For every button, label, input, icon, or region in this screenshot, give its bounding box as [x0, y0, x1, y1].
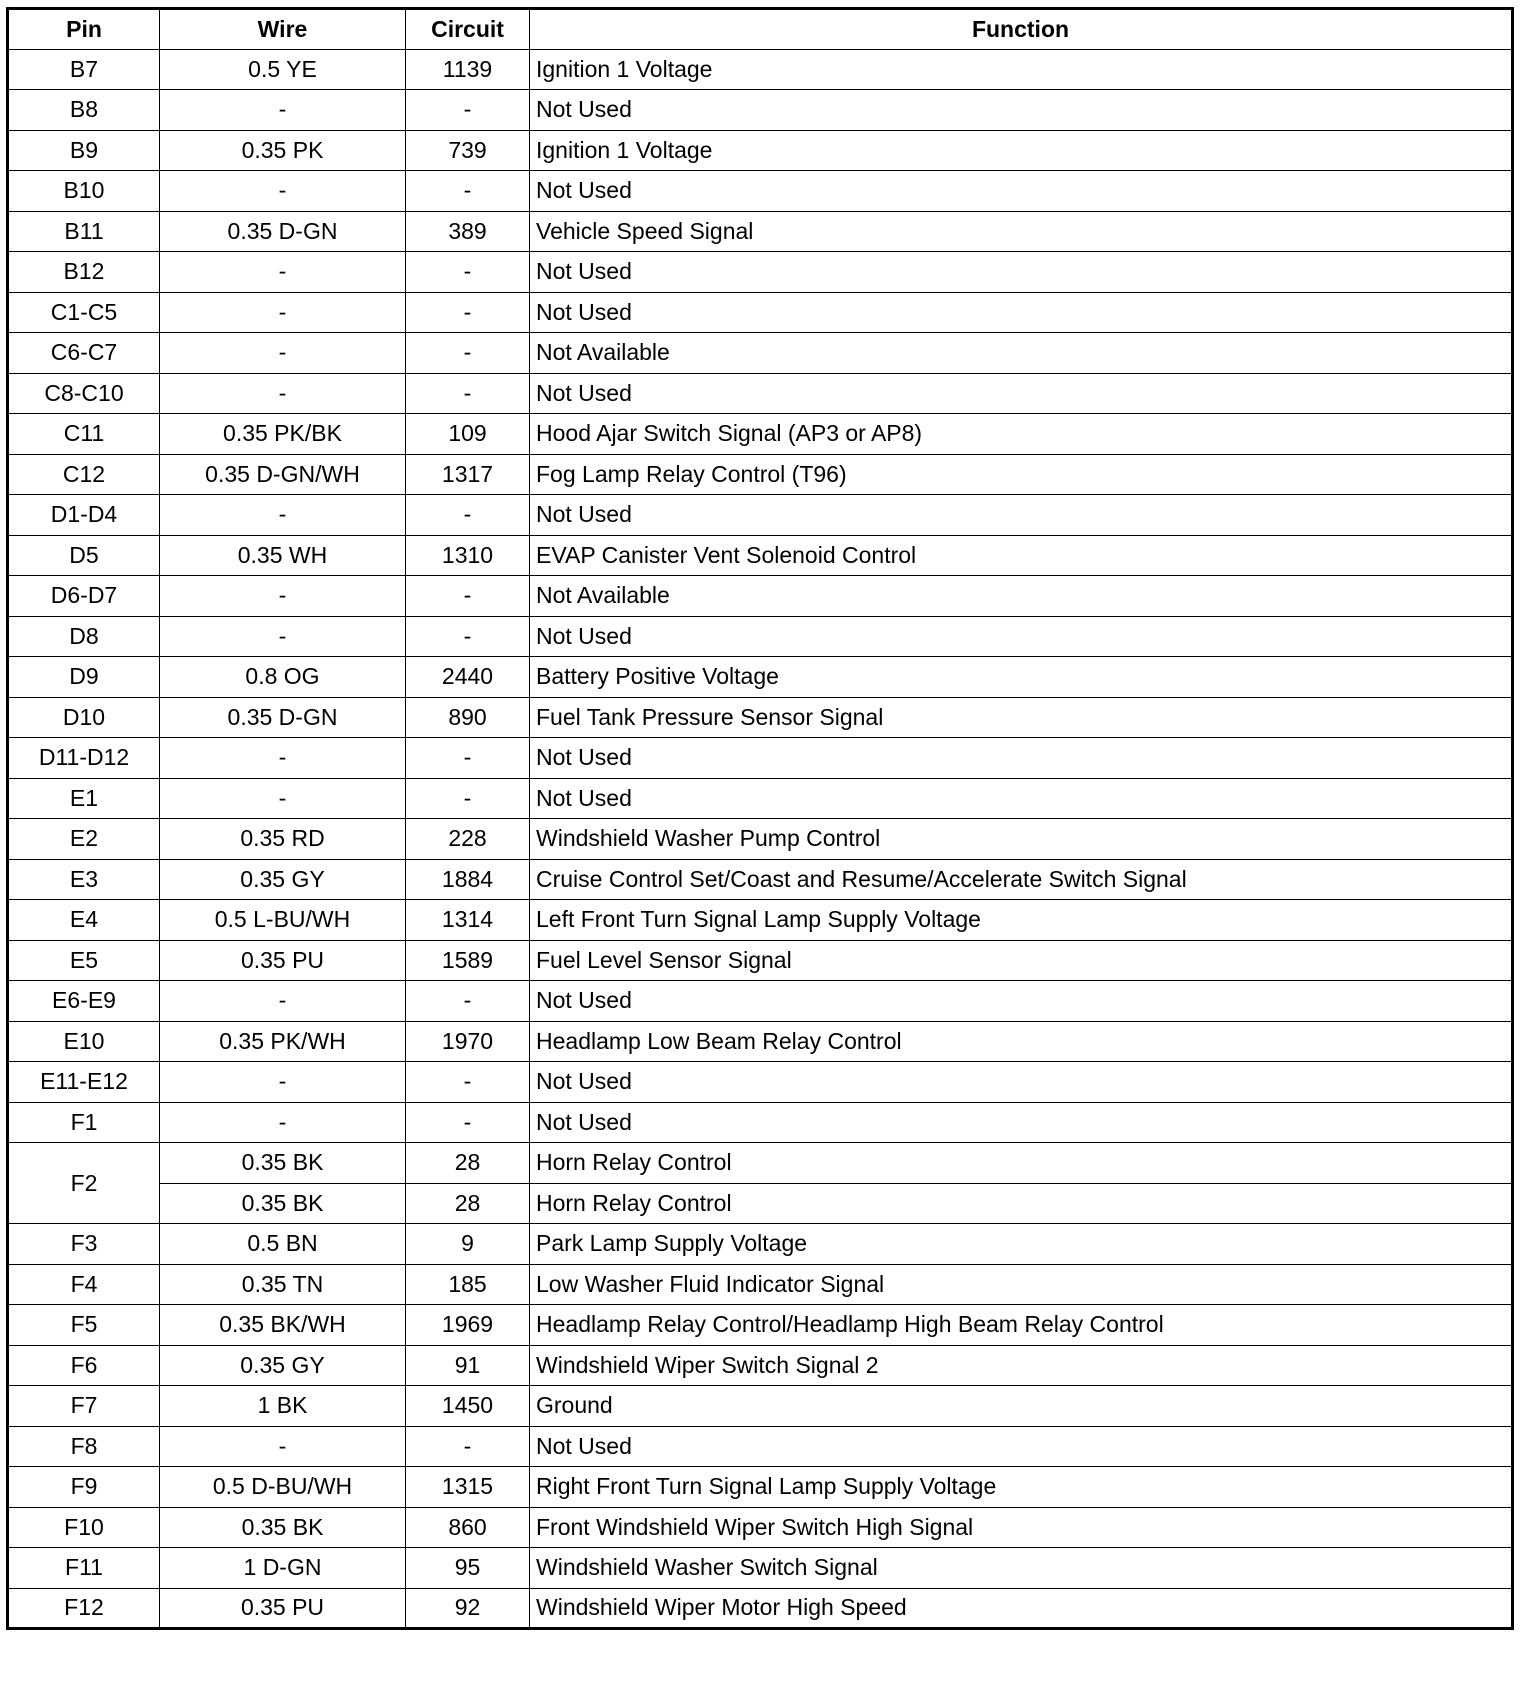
- function-cell: Not Used: [530, 778, 1513, 819]
- pin-cell: F5: [8, 1305, 160, 1346]
- table-row: [8, 1264, 1513, 1305]
- function-cell: Not Used: [530, 738, 1513, 779]
- circuit-cell: 1589: [406, 940, 530, 981]
- pin-cell: E3: [8, 859, 160, 900]
- pin-cell: B10: [8, 171, 160, 212]
- function-cell: Battery Positive Voltage: [530, 657, 1513, 698]
- pin-cell: D8: [8, 616, 160, 657]
- table-row: [8, 900, 1513, 941]
- pin-cell: C6-C7: [8, 333, 160, 374]
- circuit-cell: 1310: [406, 535, 530, 576]
- wire-cell: 0.35 D-GN: [160, 211, 406, 252]
- header-function: Function: [530, 9, 1513, 50]
- wire-cell: -: [160, 1426, 406, 1467]
- function-cell: Ignition 1 Voltage: [530, 49, 1513, 90]
- pin-cell: C11: [8, 414, 160, 455]
- function-cell: Not Used: [530, 981, 1513, 1022]
- function-cell: Horn Relay Control: [530, 1183, 1513, 1224]
- wire-cell: 0.35 BK: [160, 1143, 406, 1184]
- pin-cell: D11-D12: [8, 738, 160, 779]
- wire-cell: 0.8 OG: [160, 657, 406, 698]
- function-cell: Not Used: [530, 616, 1513, 657]
- circuit-cell: 1317: [406, 454, 530, 495]
- header-row: [8, 9, 1513, 50]
- wire-cell: -: [160, 171, 406, 212]
- pin-cell: F3: [8, 1224, 160, 1265]
- circuit-cell: 9: [406, 1224, 530, 1265]
- table-row: [8, 454, 1513, 495]
- pin-cell: F6: [8, 1345, 160, 1386]
- circuit-cell: 860: [406, 1507, 530, 1548]
- wire-cell: 0.35 PK/WH: [160, 1021, 406, 1062]
- circuit-cell: -: [406, 333, 530, 374]
- circuit-cell: 1969: [406, 1305, 530, 1346]
- function-cell: Not Used: [530, 292, 1513, 333]
- table-row: [8, 657, 1513, 698]
- pin-cell: F4: [8, 1264, 160, 1305]
- pin-cell: B7: [8, 49, 160, 90]
- pin-cell: D10: [8, 697, 160, 738]
- function-cell: Headlamp Low Beam Relay Control: [530, 1021, 1513, 1062]
- pin-cell: C8-C10: [8, 373, 160, 414]
- pin-cell: D5: [8, 535, 160, 576]
- wire-cell: 0.35 RD: [160, 819, 406, 860]
- table-row: [8, 535, 1513, 576]
- wire-cell: -: [160, 616, 406, 657]
- pin-cell: E11-E12: [8, 1062, 160, 1103]
- function-cell: Headlamp Relay Control/Headlamp High Beam Relay Control: [530, 1305, 1513, 1346]
- function-cell: Right Front Turn Signal Lamp Supply Voltage: [530, 1467, 1513, 1508]
- circuit-cell: 389: [406, 211, 530, 252]
- wire-cell: 0.35 BK/WH: [160, 1305, 406, 1346]
- pin-cell: E10: [8, 1021, 160, 1062]
- table-row: [8, 1467, 1513, 1508]
- pin-cell: F12: [8, 1588, 160, 1629]
- circuit-cell: -: [406, 576, 530, 617]
- table-row: [8, 859, 1513, 900]
- function-cell: Windshield Wiper Switch Signal 2: [530, 1345, 1513, 1386]
- pin-cell: E5: [8, 940, 160, 981]
- function-cell: Not Available: [530, 576, 1513, 617]
- connector-pinout-table: [6, 7, 1514, 1630]
- pin-cell: F10: [8, 1507, 160, 1548]
- wire-cell: -: [160, 90, 406, 131]
- wire-cell: 0.35 PK: [160, 130, 406, 171]
- table-row: [8, 1062, 1513, 1103]
- table-row: [8, 495, 1513, 536]
- wire-cell: -: [160, 778, 406, 819]
- circuit-cell: -: [406, 90, 530, 131]
- circuit-cell: 228: [406, 819, 530, 860]
- circuit-cell: 91: [406, 1345, 530, 1386]
- wire-cell: 0.35 BK: [160, 1507, 406, 1548]
- table-row: [8, 1426, 1513, 1467]
- table-row: [8, 1386, 1513, 1427]
- wire-cell: 1 BK: [160, 1386, 406, 1427]
- function-cell: Cruise Control Set/Coast and Resume/Accelerate Switch Signal: [530, 859, 1513, 900]
- pin-cell: B12: [8, 252, 160, 293]
- function-cell: Not Used: [530, 495, 1513, 536]
- wire-cell: 0.5 D-BU/WH: [160, 1467, 406, 1508]
- table-row: [8, 576, 1513, 617]
- function-cell: Not Available: [530, 333, 1513, 374]
- table-row: [8, 252, 1513, 293]
- table-row: [8, 981, 1513, 1022]
- wire-cell: 0.5 BN: [160, 1224, 406, 1265]
- table-row: [8, 292, 1513, 333]
- pin-cell: C12: [8, 454, 160, 495]
- circuit-cell: -: [406, 252, 530, 293]
- wire-cell: 0.5 L-BU/WH: [160, 900, 406, 941]
- circuit-cell: 890: [406, 697, 530, 738]
- wire-cell: 0.35 GY: [160, 859, 406, 900]
- table-row: [8, 373, 1513, 414]
- function-cell: Ground: [530, 1386, 1513, 1427]
- circuit-cell: -: [406, 738, 530, 779]
- table-row: [8, 1021, 1513, 1062]
- wire-cell: -: [160, 252, 406, 293]
- pin-cell: F1: [8, 1102, 160, 1143]
- circuit-cell: 2440: [406, 657, 530, 698]
- pin-cell: E2: [8, 819, 160, 860]
- circuit-cell: 28: [406, 1143, 530, 1184]
- table-row: [8, 1143, 1513, 1184]
- table-row: [8, 1224, 1513, 1265]
- function-cell: Left Front Turn Signal Lamp Supply Voltage: [530, 900, 1513, 941]
- pin-cell: E4: [8, 900, 160, 941]
- circuit-cell: 739: [406, 130, 530, 171]
- pin-cell: D9: [8, 657, 160, 698]
- table-row: [8, 738, 1513, 779]
- function-cell: Not Used: [530, 1102, 1513, 1143]
- function-cell: Not Used: [530, 1426, 1513, 1467]
- table-row: [8, 90, 1513, 131]
- function-cell: Hood Ajar Switch Signal (AP3 or AP8): [530, 414, 1513, 455]
- table-row: [8, 211, 1513, 252]
- wire-cell: 0.35 TN: [160, 1264, 406, 1305]
- function-cell: Fuel Tank Pressure Sensor Signal: [530, 697, 1513, 738]
- circuit-cell: -: [406, 373, 530, 414]
- pin-cell: F7: [8, 1386, 160, 1427]
- header-circuit: Circuit: [406, 9, 530, 50]
- wire-cell: 0.35 PU: [160, 940, 406, 981]
- header-wire: Wire: [160, 9, 406, 50]
- table-row: [8, 819, 1513, 860]
- function-cell: Not Used: [530, 1062, 1513, 1103]
- table-row: [8, 1102, 1513, 1143]
- circuit-cell: 1884: [406, 859, 530, 900]
- header-pin: Pin: [8, 9, 160, 50]
- wire-cell: -: [160, 738, 406, 779]
- pin-cell: B11: [8, 211, 160, 252]
- circuit-cell: -: [406, 1102, 530, 1143]
- wire-cell: 0.35 PK/BK: [160, 414, 406, 455]
- wire-cell: -: [160, 1062, 406, 1103]
- table-row: [8, 333, 1513, 374]
- wire-cell: -: [160, 292, 406, 333]
- circuit-cell: 1315: [406, 1467, 530, 1508]
- function-cell: Windshield Wiper Motor High Speed: [530, 1588, 1513, 1629]
- function-cell: Fuel Level Sensor Signal: [530, 940, 1513, 981]
- circuit-cell: -: [406, 171, 530, 212]
- pin-cell: B9: [8, 130, 160, 171]
- table-header: [8, 9, 1513, 50]
- circuit-cell: -: [406, 616, 530, 657]
- pin-cell: F8: [8, 1426, 160, 1467]
- pin-cell: D6-D7: [8, 576, 160, 617]
- circuit-cell: 1139: [406, 49, 530, 90]
- wire-cell: 0.35 D-GN/WH: [160, 454, 406, 495]
- function-cell: Ignition 1 Voltage: [530, 130, 1513, 171]
- circuit-cell: 1450: [406, 1386, 530, 1427]
- function-cell: Windshield Washer Pump Control: [530, 819, 1513, 860]
- circuit-cell: 109: [406, 414, 530, 455]
- pin-cell: B8: [8, 90, 160, 131]
- table-body: [8, 49, 1513, 1629]
- function-cell: Fog Lamp Relay Control (T96): [530, 454, 1513, 495]
- table-row: [8, 1548, 1513, 1589]
- wire-cell: -: [160, 576, 406, 617]
- table-row: [8, 778, 1513, 819]
- table-row: [8, 49, 1513, 90]
- circuit-cell: -: [406, 495, 530, 536]
- function-cell: Not Used: [530, 252, 1513, 293]
- circuit-cell: -: [406, 1426, 530, 1467]
- wire-cell: 0.35 GY: [160, 1345, 406, 1386]
- pin-cell: E6-E9: [8, 981, 160, 1022]
- wire-cell: -: [160, 373, 406, 414]
- table-row: [8, 414, 1513, 455]
- table-row: [8, 697, 1513, 738]
- function-cell: Windshield Washer Switch Signal: [530, 1548, 1513, 1589]
- function-cell: Not Used: [530, 171, 1513, 212]
- wire-cell: -: [160, 1102, 406, 1143]
- pin-cell: F9: [8, 1467, 160, 1508]
- circuit-cell: -: [406, 981, 530, 1022]
- pin-cell: F2: [8, 1143, 160, 1224]
- pin-cell: D1-D4: [8, 495, 160, 536]
- table-row: [8, 1305, 1513, 1346]
- function-cell: Vehicle Speed Signal: [530, 211, 1513, 252]
- function-cell: Horn Relay Control: [530, 1143, 1513, 1184]
- wire-cell: 0.35 D-GN: [160, 697, 406, 738]
- circuit-cell: 92: [406, 1588, 530, 1629]
- circuit-cell: 1970: [406, 1021, 530, 1062]
- circuit-cell: -: [406, 292, 530, 333]
- circuit-cell: 28: [406, 1183, 530, 1224]
- table-row: [8, 940, 1513, 981]
- wire-cell: 0.35 PU: [160, 1588, 406, 1629]
- function-cell: Park Lamp Supply Voltage: [530, 1224, 1513, 1265]
- circuit-cell: -: [406, 778, 530, 819]
- pin-cell: F11: [8, 1548, 160, 1589]
- table-row: [8, 1345, 1513, 1386]
- function-cell: Not Used: [530, 373, 1513, 414]
- wire-cell: 0.35 BK: [160, 1183, 406, 1224]
- pin-cell: C1-C5: [8, 292, 160, 333]
- wire-cell: 0.35 WH: [160, 535, 406, 576]
- function-cell: Not Used: [530, 90, 1513, 131]
- pin-cell: E1: [8, 778, 160, 819]
- table-row: [8, 171, 1513, 212]
- table-row: [8, 1183, 1513, 1224]
- wire-cell: -: [160, 981, 406, 1022]
- circuit-cell: -: [406, 1062, 530, 1103]
- table-row: [8, 616, 1513, 657]
- function-cell: EVAP Canister Vent Solenoid Control: [530, 535, 1513, 576]
- wire-cell: -: [160, 495, 406, 536]
- table-row: [8, 1507, 1513, 1548]
- table-row: [8, 1588, 1513, 1629]
- function-cell: Front Windshield Wiper Switch High Signal: [530, 1507, 1513, 1548]
- function-cell: Low Washer Fluid Indicator Signal: [530, 1264, 1513, 1305]
- wire-cell: 1 D-GN: [160, 1548, 406, 1589]
- circuit-cell: 185: [406, 1264, 530, 1305]
- wire-cell: 0.5 YE: [160, 49, 406, 90]
- table-row: [8, 130, 1513, 171]
- circuit-cell: 1314: [406, 900, 530, 941]
- wire-cell: -: [160, 333, 406, 374]
- circuit-cell: 95: [406, 1548, 530, 1589]
